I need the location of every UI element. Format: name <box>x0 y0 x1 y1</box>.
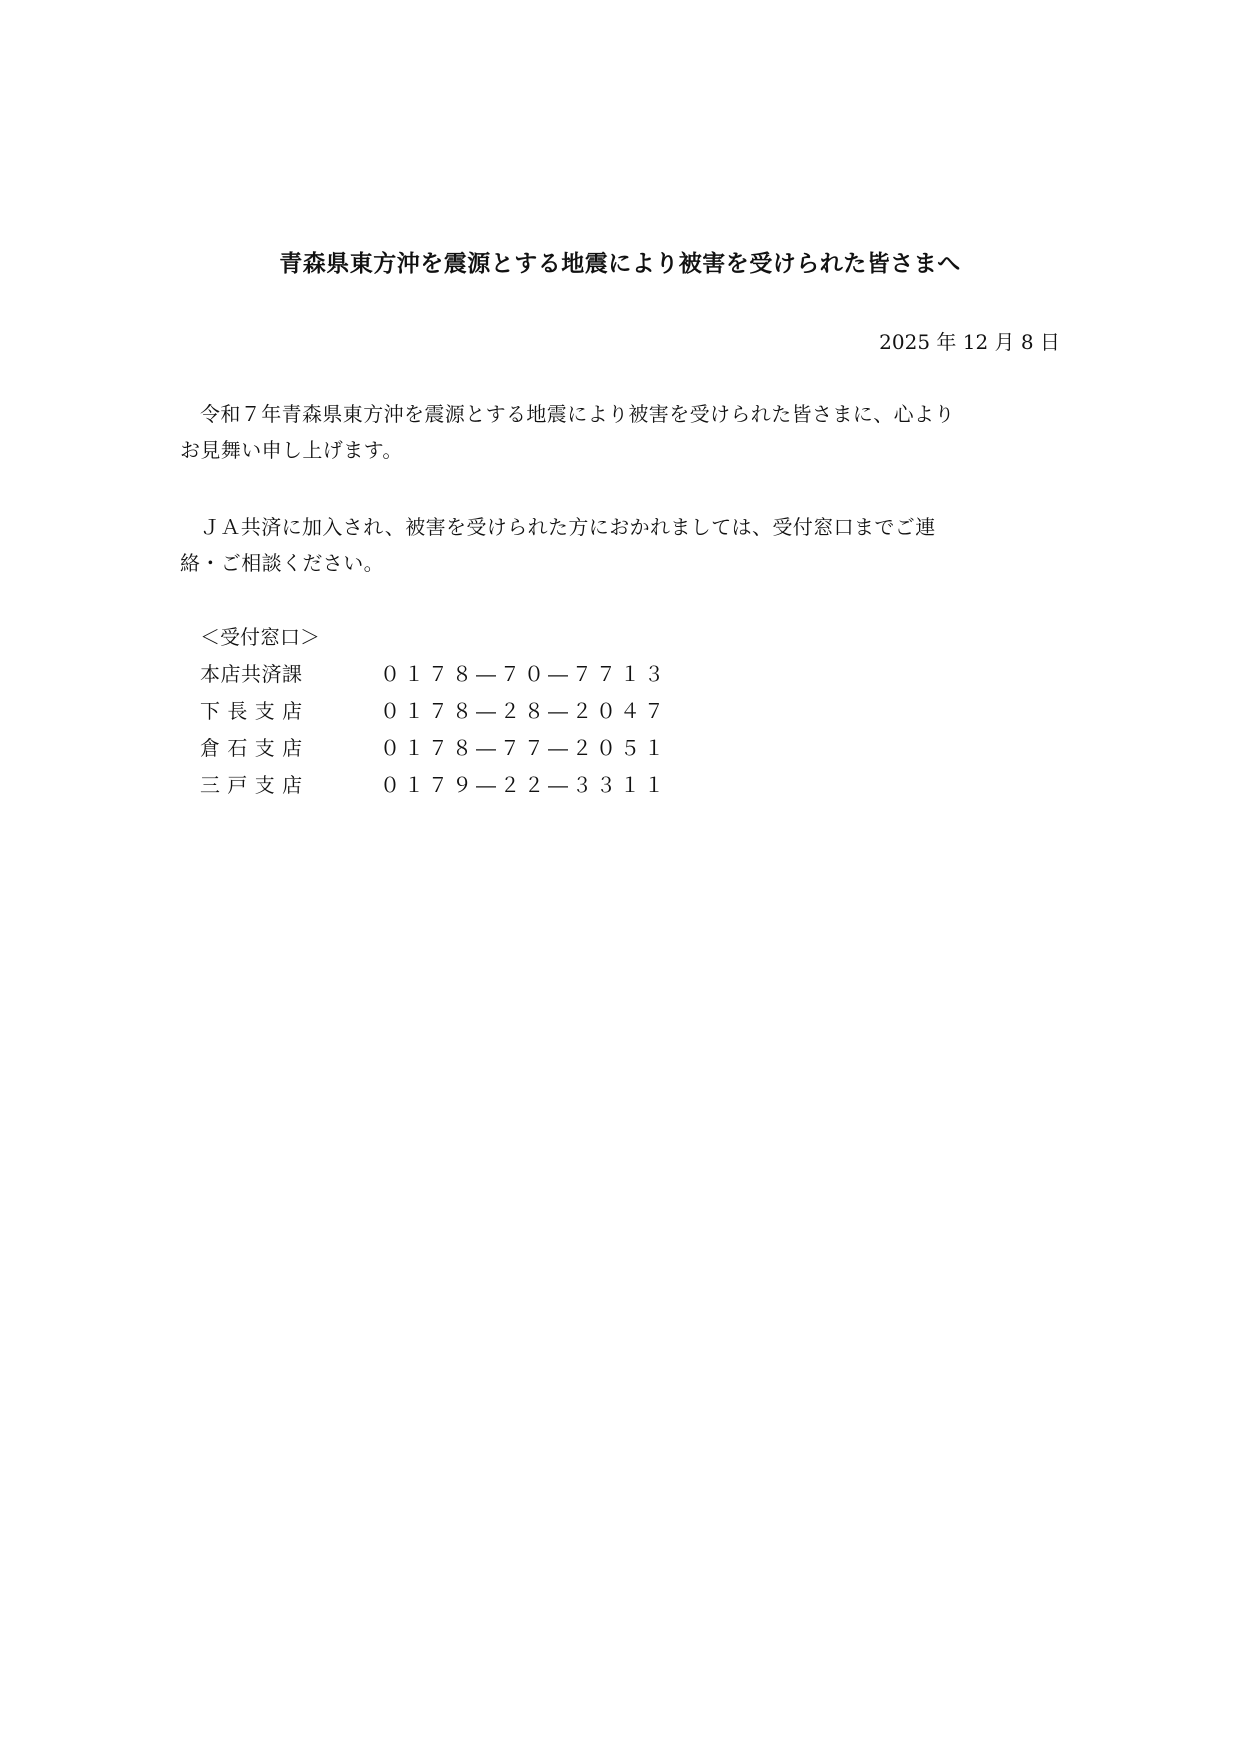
contact-row <box>200 693 668 730</box>
contact-row <box>200 767 668 804</box>
contact-section <box>200 619 668 804</box>
paragraph-line: ＪＡ共済に加入され、被害を受けられた方におかれましては、受付窓口までご連 <box>200 515 936 539</box>
contact-heading: ＜受付窓口＞ <box>200 625 320 649</box>
paragraph-line: 絡・ご相談ください。 <box>180 551 384 575</box>
sympathy-paragraph <box>180 396 1060 468</box>
phone-number: ０１７８―７０―７７１３ <box>380 662 668 686</box>
contact-row <box>200 656 668 693</box>
branch-name: 倉 石 支 店 <box>200 736 303 760</box>
document-date: 2025 年 12 月 8 日 <box>879 330 1060 354</box>
document-title: 青森県東方沖を震源とする地震により被害を受けられた皆さまへ <box>279 251 961 277</box>
paragraph-line: 令和７年青森県東方沖を震源とする地震により被害を受けられた皆さまに、心より <box>200 402 955 426</box>
phone-number: ０１７９―２２―３３１１ <box>380 773 668 797</box>
branch-name: 本店共済課 <box>200 662 303 686</box>
contact-row <box>200 730 668 767</box>
contact-request-paragraph <box>180 509 1060 581</box>
branch-name: 三 戸 支 店 <box>200 773 303 797</box>
phone-number: ０１７８―２８―２０４７ <box>380 699 668 723</box>
branch-name: 下 長 支 店 <box>200 699 303 723</box>
phone-number: ０１７８―７７―２０５１ <box>380 736 668 760</box>
paragraph-line: お見舞い申し上げます。 <box>180 438 403 462</box>
